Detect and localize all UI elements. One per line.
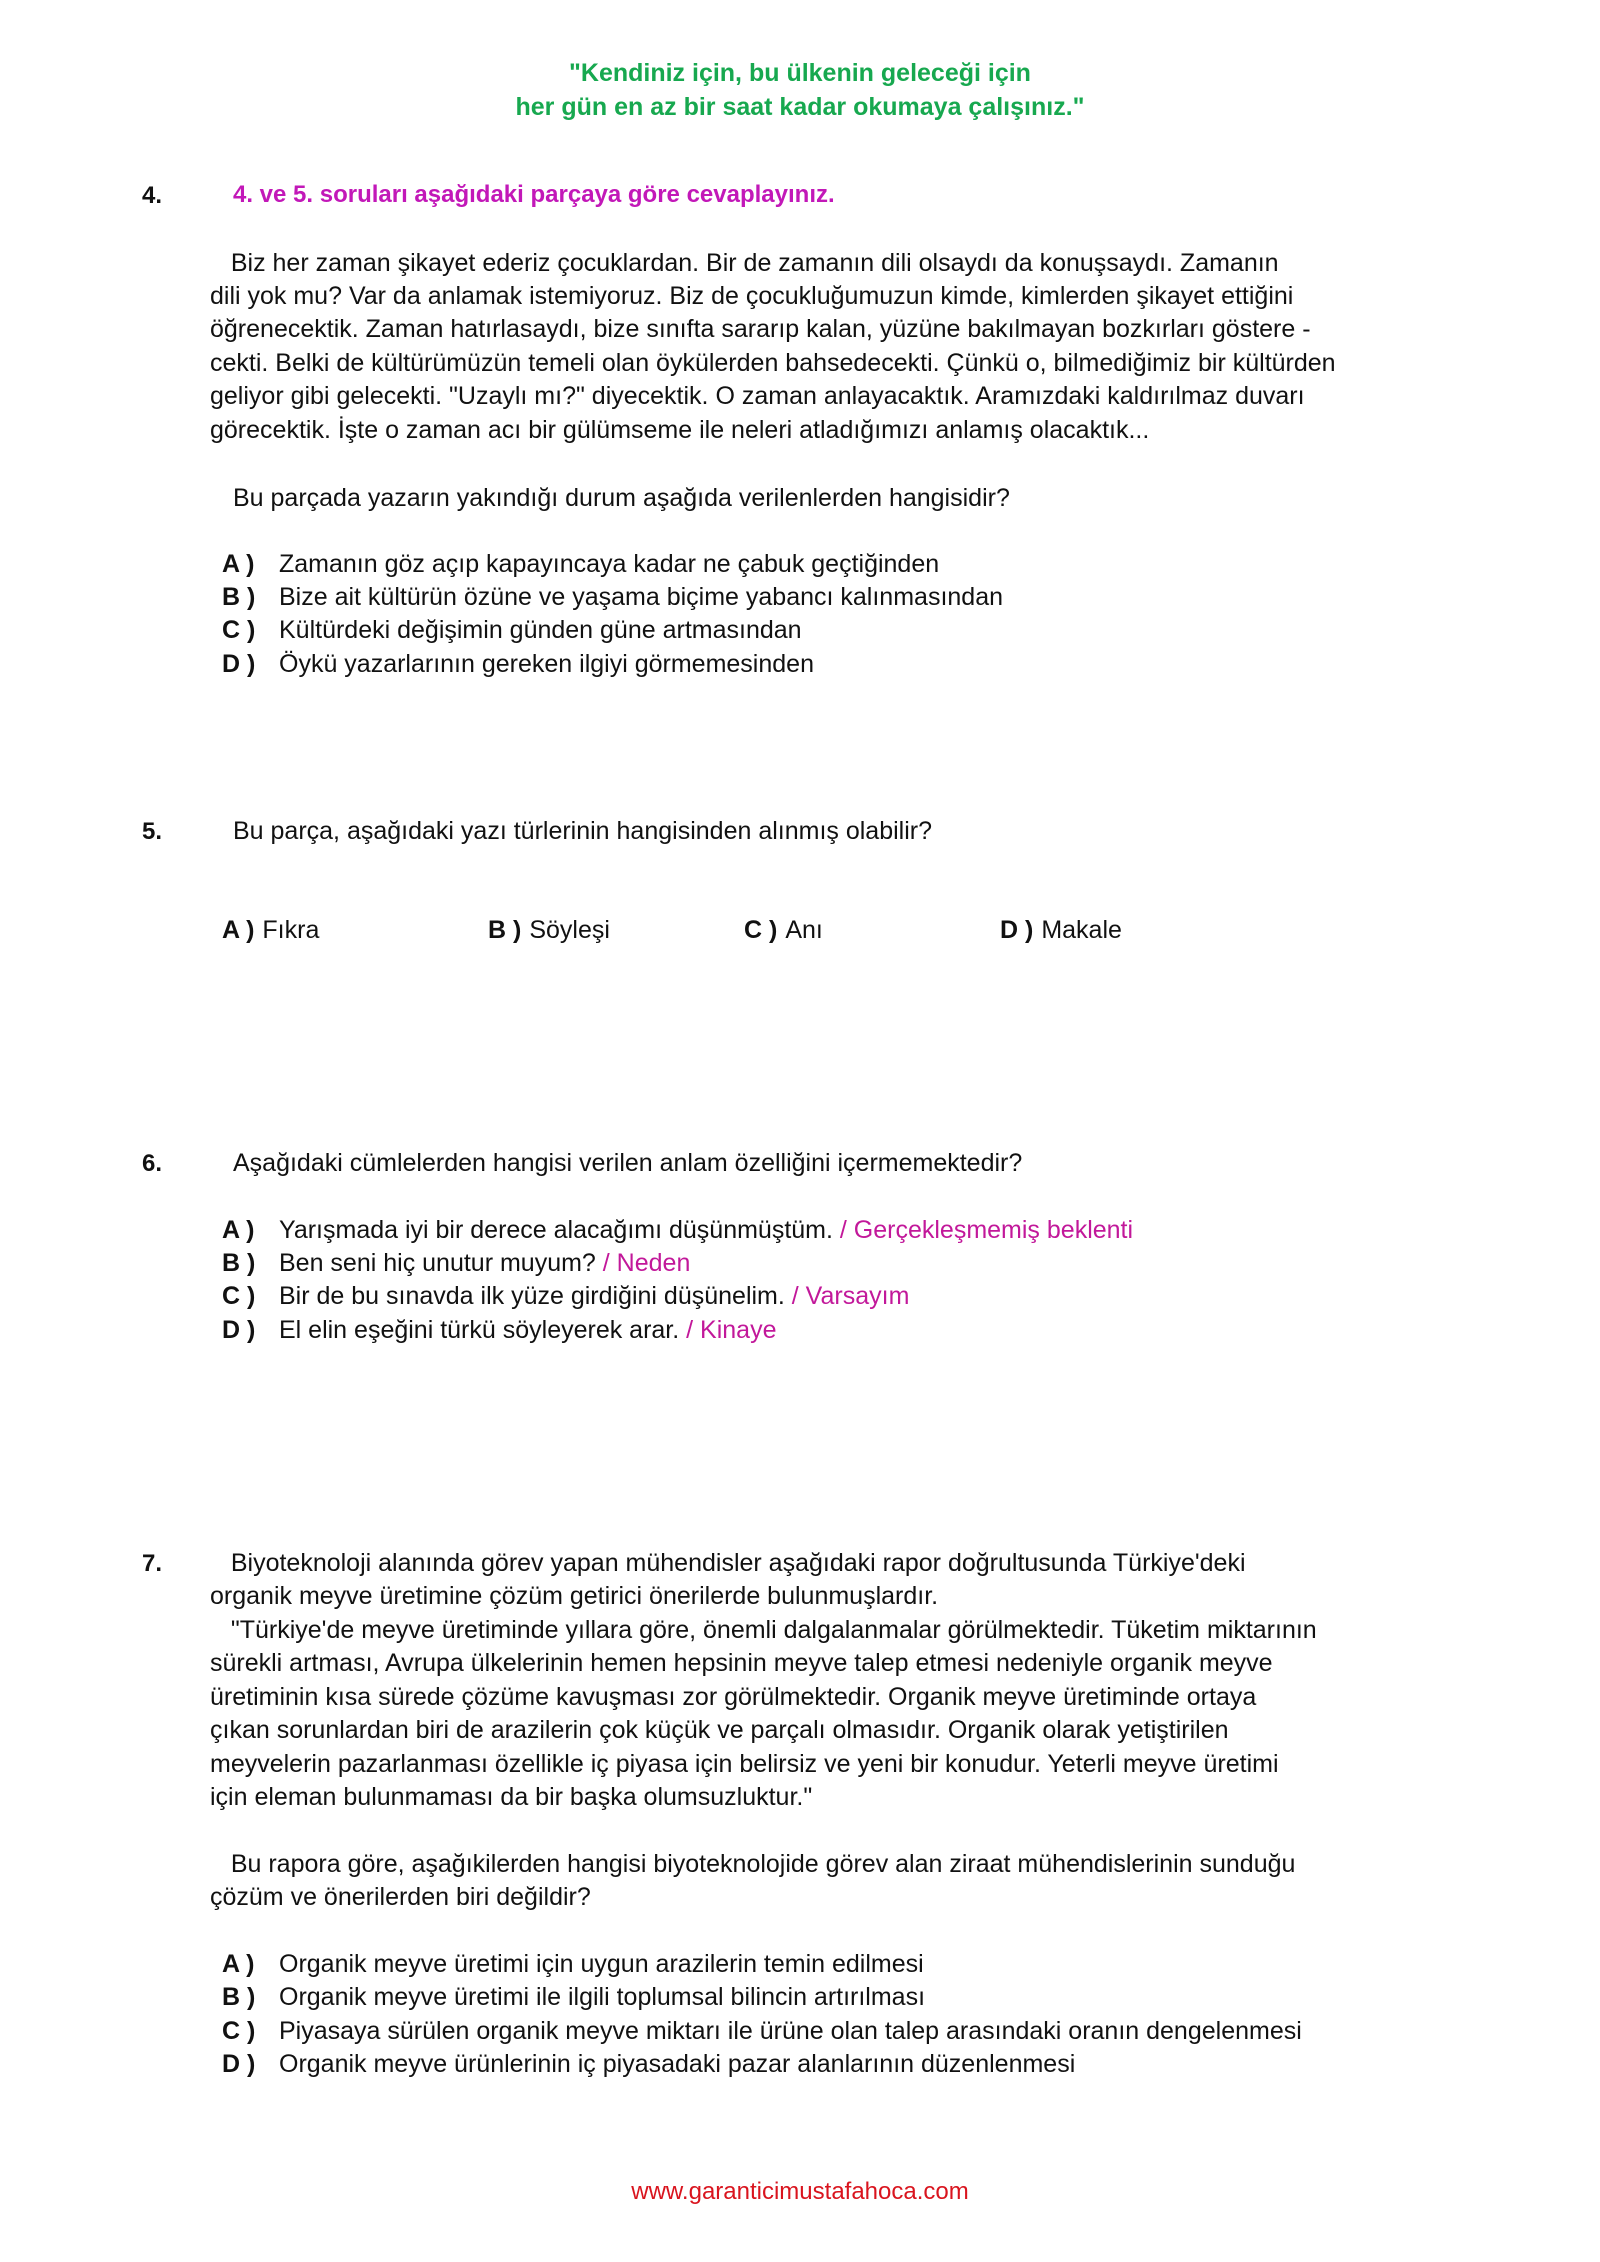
- option-letter: B ): [488, 916, 522, 944]
- passage-line: cekti. Belki de kültürümüzün temeli olan öykülerden bahsedecekti. Çünkü o, bilmediğimiz bir kültürden: [210, 349, 1336, 377]
- motto-line-2: her gün en az bir saat kadar okumaya çalışınız.": [515, 93, 1085, 121]
- option-text: Organik meyve ürünlerinin iç piyasadaki pazar alanlarının düzenlenmesi: [279, 2050, 1076, 2078]
- option-c[interactable]: [222, 1280, 909, 1314]
- option-text: Yarışmada iyi bir derece alacağımı düşünmüştüm.: [279, 1216, 833, 1244]
- option-letter: B ): [222, 1983, 256, 2011]
- instruction-text: 4. ve 5. soruları aşağıdaki parçaya göre cevaplayınız.: [233, 181, 835, 208]
- option-c[interactable]: [744, 916, 823, 945]
- option-text: Ben seni hiç unutur muyum?: [279, 1249, 596, 1277]
- option-letter: D ): [1000, 916, 1034, 944]
- option-letter: A ): [222, 1216, 255, 1244]
- option-letter: A ): [222, 550, 255, 578]
- question-text: Bu parça, aşağıdaki yazı türlerinin hangisinden alınmış olabilir?: [233, 817, 932, 845]
- option-a[interactable]: [222, 1948, 924, 1982]
- option-text: Bize ait kültürün özüne ve yaşama biçime yabancı kalınmasından: [279, 583, 1003, 611]
- option-c[interactable]: [222, 2015, 1302, 2049]
- option-letter: C ): [222, 616, 256, 644]
- option-text: Kültürdeki değişimin günden güne artmasından: [279, 616, 802, 644]
- option-letter: C ): [744, 916, 778, 944]
- option-text: Öykü yazarlarının gereken ilgiyi görmemesinden: [279, 650, 814, 678]
- footer-website-link[interactable]: www.garanticimustafahoca.com: [631, 2178, 969, 2205]
- option-b[interactable]: [222, 1247, 690, 1281]
- passage-line: öğrenecektik. Zaman hatırlasaydı, bize sınıfta sararıp kalan, yüzüne bakılmayan bozkırları göstere -: [210, 315, 1311, 343]
- report-line: üretiminin kısa sürede çözüme kavuşması zor görülmektedir. Organik meyve üretiminde ortaya: [210, 1683, 1257, 1711]
- option-text: Söyleşi: [529, 916, 610, 944]
- option-d[interactable]: [222, 2048, 1075, 2082]
- option-letter: D ): [222, 1316, 256, 1344]
- option-text: Organik meyve üretimi ile ilgili toplumsal bilincin artırılması: [279, 1983, 926, 2011]
- option-letter: C ): [222, 1282, 256, 1310]
- question-line: Bu rapora göre, aşağıkilerden hangisi biyoteknolojide görev alan ziraat mühendislerinin sunduğu: [210, 1850, 1296, 1878]
- report-line: çıkan sorunlardan biri de arazilerin çok küçük ve parçalı olmasıdır. Organik olarak yetiştirilen: [210, 1716, 1229, 1744]
- option-d[interactable]: [222, 1314, 776, 1348]
- passage-line: geliyor gibi gelecekti. "Uzaylı mı?" diyecektik. O zaman anlayacaktık. Aramızdaki kaldırılmaz duvarı: [210, 382, 1305, 410]
- option-text: Zamanın göz açıp kapayıncaya kadar ne çabuk geçtiğinden: [279, 550, 940, 578]
- question-text: Aşağıdaki cümlelerden hangisi verilen anlam özelliğini içermemektedir?: [233, 1149, 1023, 1177]
- option-letter: D ): [222, 650, 256, 678]
- report-line: "Türkiye'de meyve üretiminde yıllara göre, önemli dalgalanmalar görülmektedir. Tüketim miktarının: [210, 1616, 1317, 1644]
- option-b[interactable]: [488, 916, 610, 945]
- option-b[interactable]: [222, 1981, 925, 2015]
- option-letter: B ): [222, 1249, 256, 1277]
- option-text: Makale: [1041, 916, 1122, 944]
- option-text: Organik meyve üretimi için uygun arazilerin temin edilmesi: [279, 1950, 924, 1978]
- option-tag: / Kinaye: [679, 1316, 777, 1344]
- option-letter: D ): [222, 2050, 256, 2078]
- intro-line: organik meyve üretimine çözüm getirici önerilerde bulunmuşlardır.: [210, 1582, 939, 1610]
- report-line: meyvelerin pazarlanması özellikle iç piyasa için belirsiz ve yeni bir konudur. Yeterli meyve üretimi: [210, 1750, 1279, 1778]
- option-c[interactable]: [222, 614, 802, 648]
- option-letter: A ): [222, 1950, 255, 1978]
- question-number: 4.: [142, 182, 163, 209]
- motto-line-1: "Kendiniz için, bu ülkenin geleceği için: [569, 59, 1031, 87]
- option-tag: / Varsayım: [784, 1282, 910, 1310]
- option-text: Bir de bu sınavda ilk yüze girdiğini düşünelim.: [279, 1282, 785, 1310]
- option-text: Anı: [785, 916, 823, 944]
- option-letter: C ): [222, 2017, 256, 2045]
- option-a[interactable]: [222, 548, 939, 582]
- question-number: 6.: [142, 1150, 163, 1177]
- question-number: 5.: [142, 818, 163, 845]
- question-number: 7.: [142, 1550, 163, 1577]
- passage-line: Biz her zaman şikayet ederiz çocuklardan. Bir de zamanın dili olsaydı da konuşsaydı. Zamanın: [210, 249, 1279, 277]
- report-line: için eleman bulunmaması da bir başka olumsuzluktur.": [210, 1783, 813, 1811]
- option-letter: A ): [222, 916, 255, 944]
- option-a[interactable]: [222, 1214, 1133, 1248]
- passage-line: dili yok mu? Var da anlamak istemiyoruz. Biz de çocukluğumuzun kimde, kimlerden şikayet ettiğini: [210, 282, 1294, 310]
- passage-line: görecektik. İşte o zaman acı bir gülümseme ile neleri atladığımızı anlamış olacaktık...: [210, 416, 1150, 444]
- intro-line: Biyoteknoloji alanında görev yapan mühendisler aşağıdaki rapor doğrultusunda Türkiye'deki: [210, 1549, 1246, 1577]
- question-line: çözüm ve önerilerden biri değildir?: [210, 1883, 591, 1911]
- option-tag: / Gerçekleşmemiş beklenti: [832, 1216, 1134, 1244]
- option-letter: B ): [222, 583, 256, 611]
- option-a[interactable]: [222, 916, 319, 945]
- option-b[interactable]: [222, 581, 1003, 615]
- option-text: Piyasaya sürülen organik meyve miktarı ile ürüne olan talep arasındaki oranın dengelenmesi: [279, 2017, 1302, 2045]
- question-text: Bu parçada yazarın yakındığı durum aşağıda verilenlerden hangisidir?: [233, 484, 1010, 512]
- motto-header: [0, 56, 1600, 124]
- option-text: Fıkra: [262, 916, 320, 944]
- option-tag: / Neden: [595, 1249, 691, 1277]
- option-text: El elin eşeğini türkü söyleyerek arar.: [279, 1316, 680, 1344]
- option-d[interactable]: [1000, 916, 1122, 945]
- report-line: sürekli artması, Avrupa ülkelerinin hemen hepsinin meyve talep etmesi nedeniyle organik meyve: [210, 1649, 1273, 1677]
- option-d[interactable]: [222, 648, 814, 682]
